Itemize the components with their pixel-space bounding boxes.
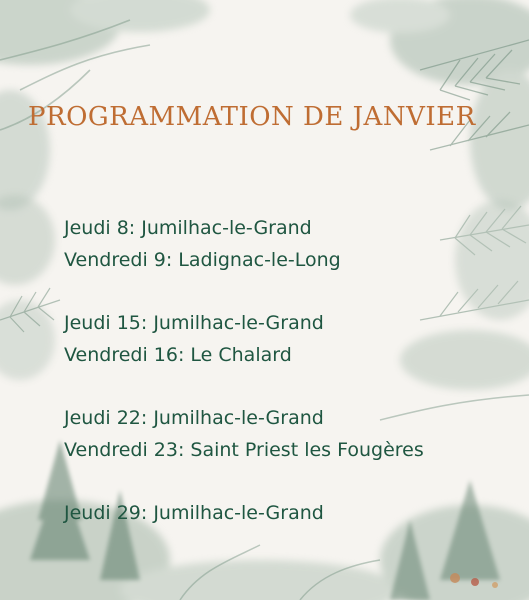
schedule-list (64, 212, 524, 529)
schedule-item: Jeudi 15: Jumilhac-le-Grand (64, 312, 324, 334)
schedule-item: Vendredi 9: Ladignac-le-Long (64, 249, 341, 271)
schedule-item: Vendredi 23: Saint Priest les Fougères (64, 439, 424, 461)
page-title: PROGRAMMATION DE JANVIER (28, 102, 476, 132)
schedule-item: Jeudi 29: Jumilhac-le-Grand (64, 502, 324, 524)
schedule-item: Vendredi 16: Le Chalard (64, 344, 292, 366)
schedule-item: Jeudi 22: Jumilhac-le-Grand (64, 407, 324, 429)
schedule-item: Jeudi 8: Jumilhac-le-Grand (64, 217, 312, 239)
